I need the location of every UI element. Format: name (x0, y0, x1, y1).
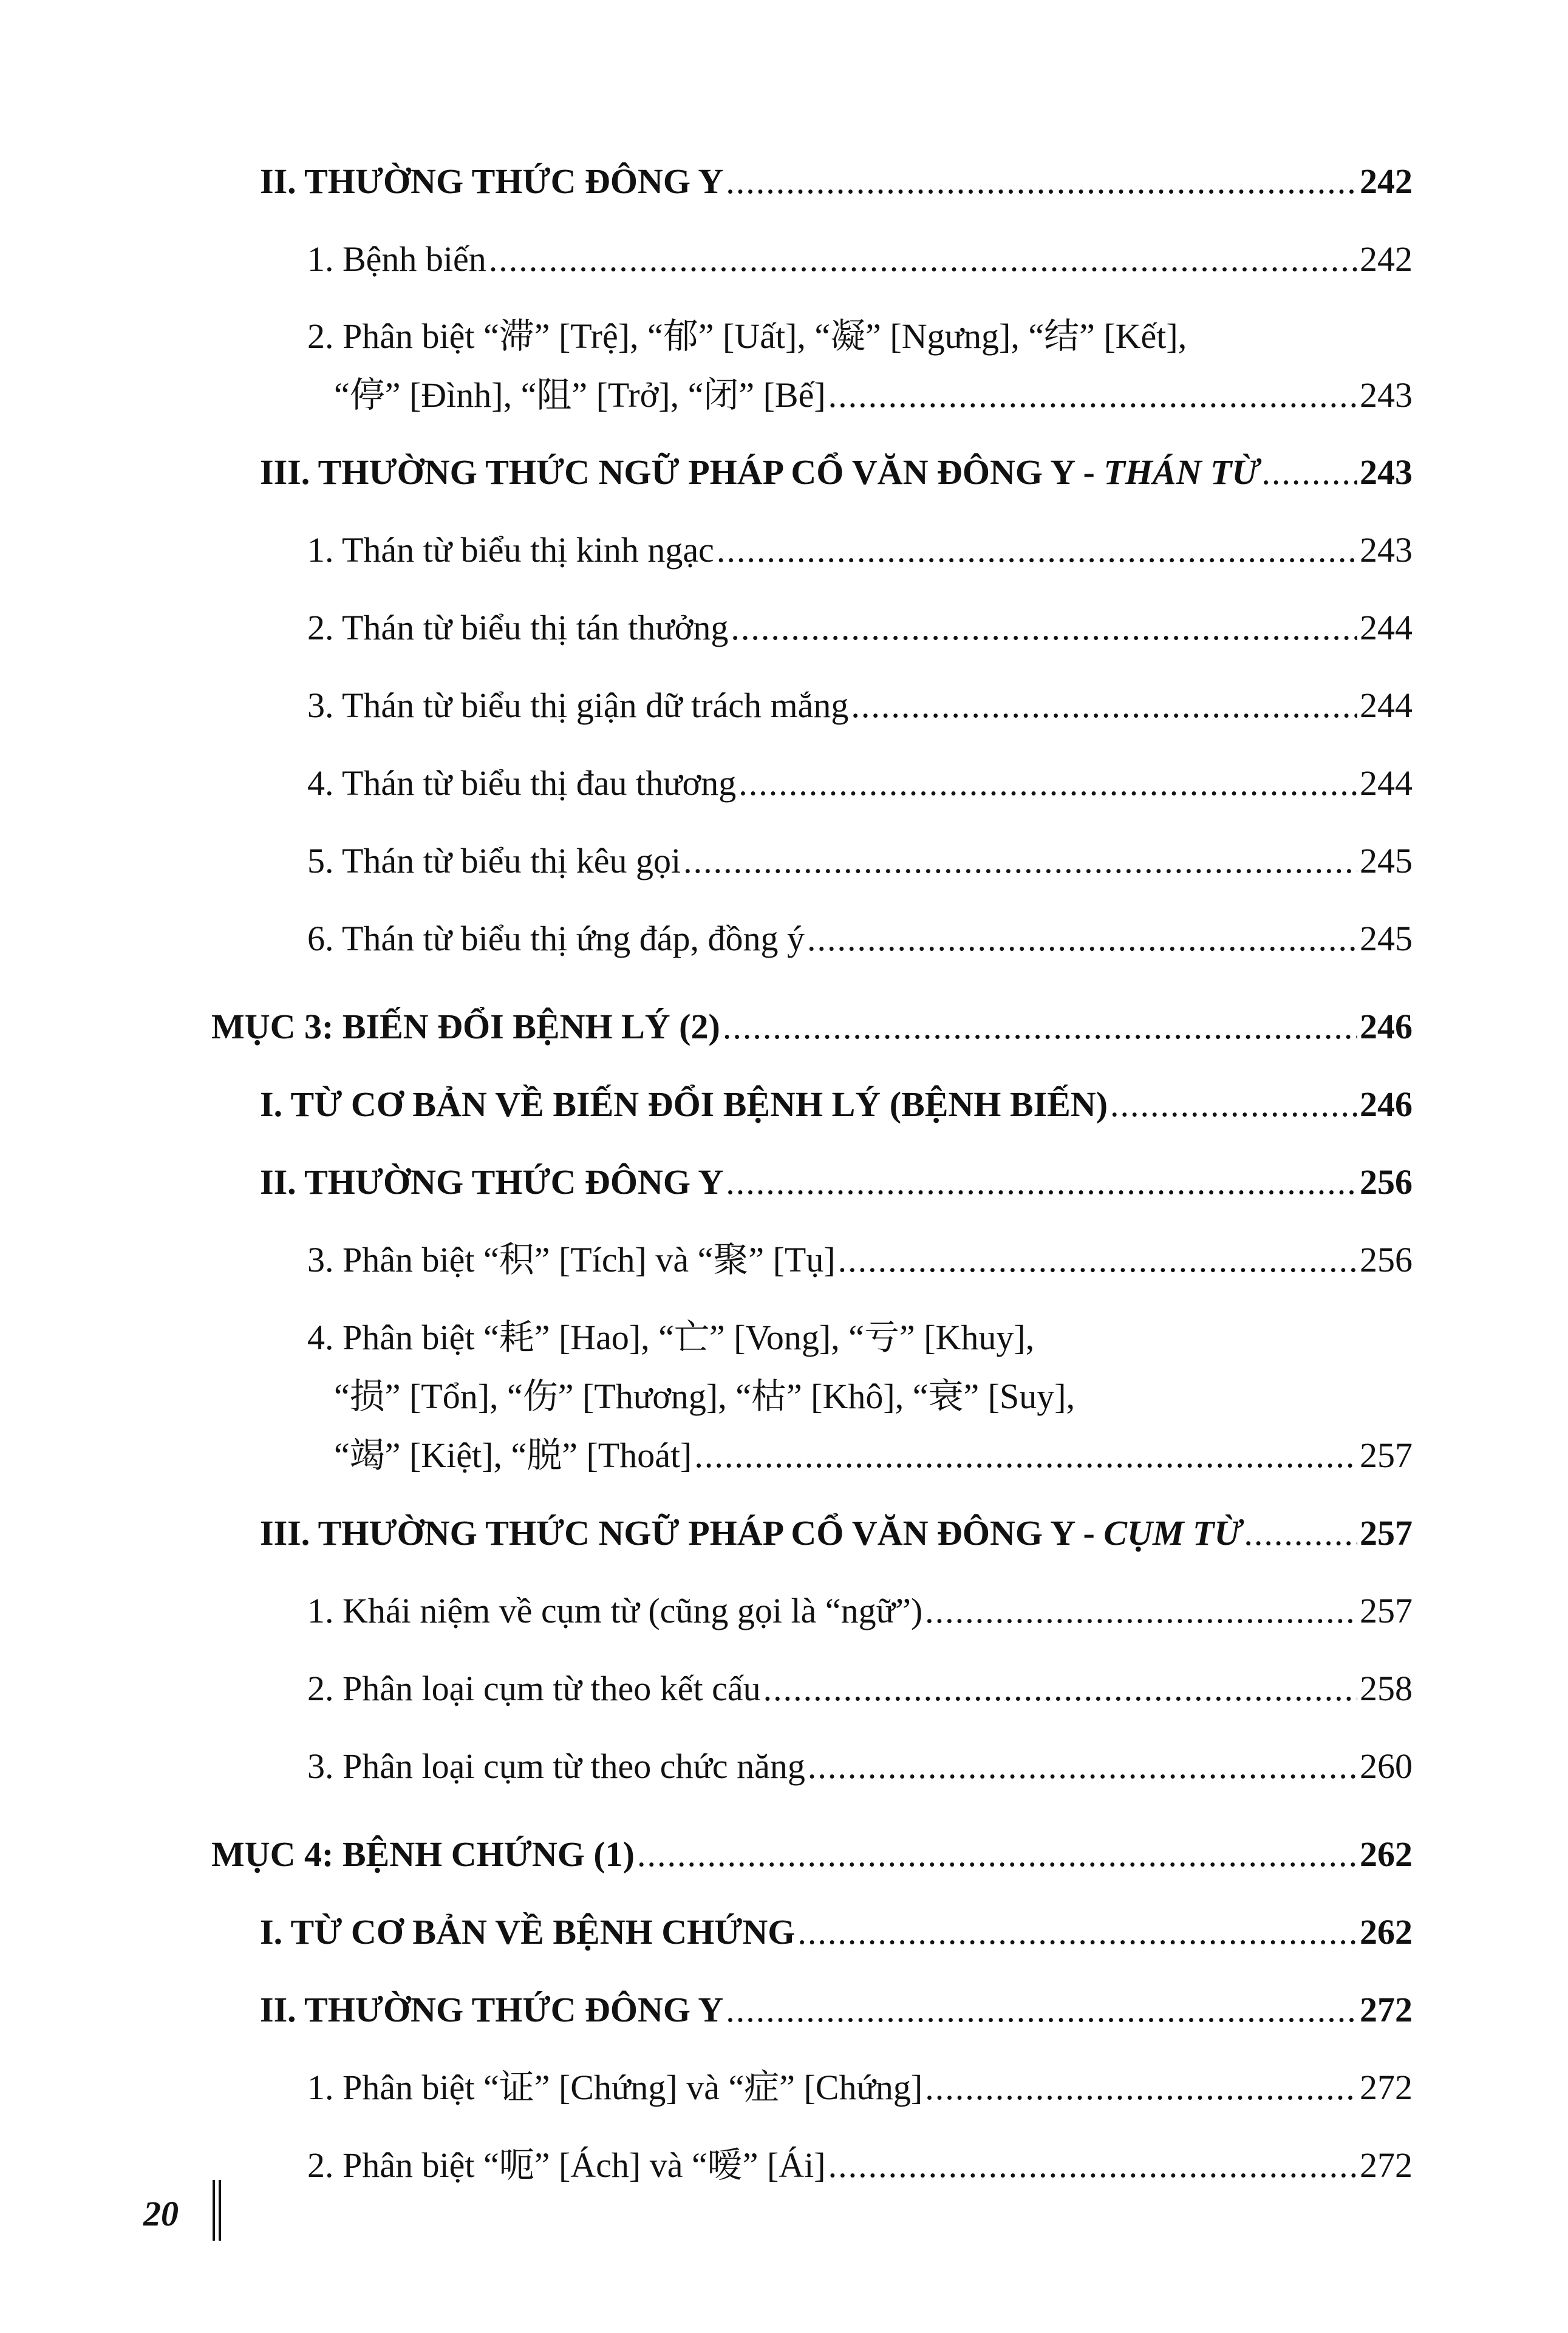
dot-leader (838, 1221, 1357, 1299)
folio-page-number: 20 (143, 2194, 179, 2233)
dot-leader (694, 1417, 1357, 1494)
toc-page-number: 257 (1360, 1591, 1413, 1630)
dot-leader (726, 1971, 1357, 2049)
toc-entry-label: “停” [Đình], “阻” [Trở], “闭” [Bế] (334, 375, 826, 415)
dot-leader (489, 220, 1357, 298)
toc-page-number: 245 (1360, 841, 1413, 880)
dot-leader (925, 2049, 1357, 2127)
toc-entry-label: 2. Phân biệt “呃” [Ách] và “嗳” [Ái] (307, 2145, 826, 2185)
toc-page-number: 243 (1360, 530, 1413, 570)
toc-section[interactable] (211, 988, 1413, 1066)
dot-leader (717, 511, 1357, 589)
toc-page-number: 245 (1360, 919, 1413, 958)
dot-leader (723, 988, 1357, 1066)
toc-entry[interactable] (307, 744, 1413, 822)
folio-double-rule (213, 2180, 221, 2241)
toc-entry[interactable] (307, 667, 1413, 744)
toc-entry[interactable] (307, 1728, 1413, 1805)
toc-page-number: 246 (1360, 1007, 1413, 1046)
toc-entry-label: I. TỪ CƠ BẢN VỀ BIẾN ĐỔI BỆNH LÝ (BỆNH BIẾN) (260, 1085, 1108, 1124)
dot-leader (828, 2127, 1357, 2204)
toc-page-number: 242 (1360, 162, 1413, 201)
toc-entry-continuation[interactable] (334, 356, 1413, 434)
toc-entry[interactable] (307, 2049, 1413, 2127)
dot-leader (731, 589, 1357, 667)
toc-entry[interactable] (307, 1221, 1413, 1299)
toc-entry-label: 2. Phân biệt “滞” [Trệ], “郁” [Uất], “凝” [Ngưng], “结” [Kết], (307, 316, 1187, 356)
toc-entry-label: 2. Thán từ biểu thị tán thưởng (307, 608, 729, 647)
toc-entry-label: 5. Thán từ biểu thị kêu gọi (307, 841, 681, 880)
toc-entry-label: 2. Phân loại cụm từ theo kết cấu (307, 1669, 761, 1708)
toc-page-number: 260 (1360, 1746, 1413, 1786)
toc-entry[interactable] (307, 2127, 1413, 2204)
toc-entry[interactable] (307, 511, 1413, 589)
toc-entry[interactable] (260, 1143, 1413, 1221)
toc-page-number: 272 (1360, 1990, 1413, 2029)
dot-leader (797, 1893, 1357, 1971)
toc-entry-label: 1. Phân biệt “证” [Chứng] và “症” [Chứng] (307, 2068, 923, 2107)
toc-entry[interactable] (260, 1066, 1413, 1143)
toc-page-number: 243 (1360, 452, 1413, 492)
toc-entry-label: II. THƯỜNG THỨC ĐÔNG Y (260, 1990, 724, 2029)
toc-page-number: 244 (1360, 763, 1413, 803)
dot-leader (1244, 1494, 1357, 1572)
dot-leader (807, 900, 1357, 978)
dot-leader (828, 356, 1357, 434)
toc-entry-label: II. THƯỜNG THỨC ĐÔNG Y (260, 162, 724, 201)
toc-page-number: 256 (1360, 1162, 1413, 1202)
toc-page-number: 257 (1360, 1436, 1413, 1475)
toc-entry-label: 1. Khái niệm về cụm từ (cũng gọi là “ngữ”) (307, 1591, 923, 1630)
dot-leader (738, 744, 1357, 822)
toc-entry-label: 1. Bệnh biến (307, 239, 486, 279)
dot-leader (808, 1728, 1357, 1805)
toc-page-number: 244 (1360, 686, 1413, 725)
toc-page-number: 262 (1360, 1834, 1413, 1874)
toc-entry-label: III. THƯỜNG THỨC NGỮ PHÁP CỔ VĂN ĐÔNG Y - CỤM TỪ (260, 1513, 1242, 1553)
toc-entry-label: MỤC 4: BỆNH CHỨNG (1) (211, 1834, 635, 1874)
toc-entry[interactable] (307, 220, 1413, 298)
toc-entry-label: I. TỪ CƠ BẢN VỀ BỆNH CHỨNG (260, 1912, 796, 1952)
toc-page-number: 244 (1360, 608, 1413, 647)
toc-entry[interactable] (307, 589, 1413, 667)
dot-leader (763, 1650, 1357, 1728)
toc-page-number: 257 (1360, 1513, 1413, 1553)
dot-leader (726, 1143, 1357, 1221)
toc-page-number: 256 (1360, 1240, 1413, 1279)
toc-entry-label: 4. Phân biệt “耗” [Hao], “亡” [Vong], “亏” [Khuy], (307, 1318, 1035, 1357)
toc-entry[interactable] (307, 1572, 1413, 1650)
toc-page-number: 258 (1360, 1669, 1413, 1708)
toc-entry[interactable] (307, 822, 1413, 900)
dot-leader (637, 1816, 1357, 1893)
toc-entry-label: 3. Phân loại cụm từ theo chức năng (307, 1746, 805, 1786)
toc-entry-label: 6. Thán từ biểu thị ứng đáp, đồng ý (307, 919, 805, 958)
toc-entry-continuation[interactable] (334, 1417, 1413, 1494)
toc-entry-label: II. THƯỜNG THỨC ĐÔNG Y (260, 1162, 724, 1202)
toc-entry-label: III. THƯỜNG THỨC NGỮ PHÁP CỔ VĂN ĐÔNG Y - THÁN TỪ (260, 452, 1260, 492)
toc-entry-label: MỤC 3: BIẾN ĐỔI BỆNH LÝ (2) (211, 1007, 720, 1046)
dot-leader (726, 143, 1357, 220)
toc-page-number: 272 (1360, 2068, 1413, 2107)
toc-entry-label: “竭” [Kiệt], “脱” [Thoát] (334, 1436, 692, 1475)
toc-page-number: 272 (1360, 2145, 1413, 2185)
toc-page-number: 243 (1360, 375, 1413, 415)
toc-entry-label: 3. Thán từ biểu thị giận dữ trách mắng (307, 686, 849, 725)
dot-leader (851, 667, 1357, 744)
toc-page-number: 246 (1360, 1085, 1413, 1124)
toc-entry[interactable] (260, 1893, 1413, 1971)
toc-entry[interactable] (260, 434, 1413, 511)
toc-entry[interactable] (260, 1494, 1413, 1572)
toc-entry[interactable] (307, 1650, 1413, 1728)
toc-page-number: 262 (1360, 1912, 1413, 1952)
toc-entry[interactable] (260, 143, 1413, 220)
toc-entry[interactable] (307, 900, 1413, 978)
toc-entry-label: 1. Thán từ biểu thị kinh ngạc (307, 530, 714, 570)
toc-page-number: 242 (1360, 239, 1413, 279)
toc-entry-label: “损” [Tổn], “伤” [Thương], “枯” [Khô], “衰” [Suy], (334, 1377, 1075, 1416)
dot-leader (1261, 434, 1357, 511)
dot-leader (1110, 1066, 1357, 1143)
toc-entry-label: 3. Phân biệt “积” [Tích] và “聚” [Tụ] (307, 1240, 836, 1279)
dot-leader (683, 822, 1357, 900)
toc-entry[interactable] (260, 1971, 1413, 2049)
toc-entry-label: 4. Thán từ biểu thị đau thương (307, 763, 737, 803)
toc-section[interactable] (211, 1816, 1413, 1893)
dot-leader (925, 1572, 1357, 1650)
